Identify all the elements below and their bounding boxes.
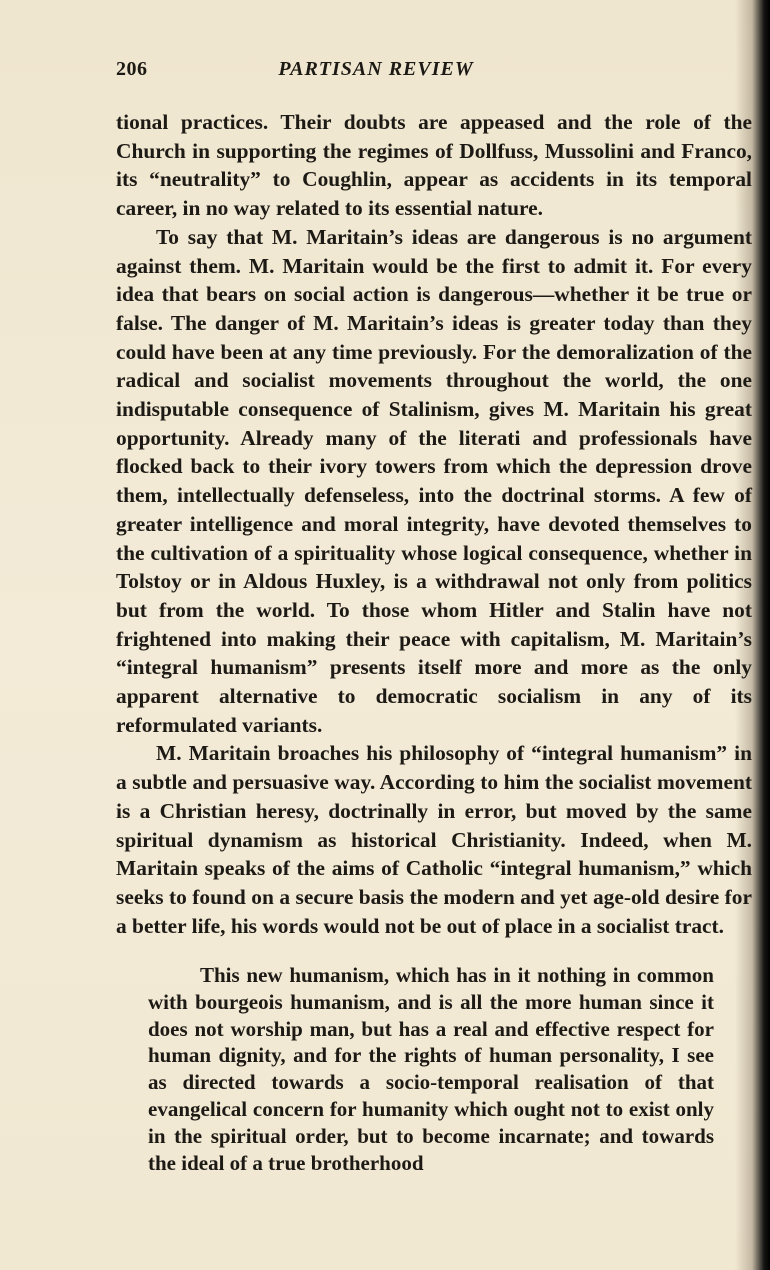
running-head [116, 58, 756, 86]
paragraph-continued: tional practices. Their doubts are appeased and the role of the Church in supporting the regimes of Dollfuss, Mussolini and Franco, its “neutrality” to Coughlin, appear as accidents in its temporal career, in no way related to its essential nature. [116, 110, 752, 221]
page-number: 206 [116, 58, 148, 80]
block-quote-text: This new humanism, which has in it nothing in common with bourgeois humanism, and is all the more human since it does not worship man, but has a real and effective respect for human dignity, and for the rights of human personality, I see as directed towards a socio-temporal realisation of that evangelical concern for humanity which ought not to exist only in the spiritual order, but to become incarnate; and towards the ideal of a true brotherhood [148, 963, 714, 1175]
block-quote [148, 962, 714, 1176]
body-text [116, 108, 752, 940]
journal-title: PARTISAN REVIEW [278, 58, 474, 80]
paragraph: To say that M. Maritain’s ideas are dangerous is no argument against them. M. Maritain would be the first to admit it. For every idea that bears on social action is dangerous—whether it be true or false. The danger of M. Maritain’s ideas is greater today than they could have been at any time previously. For the demoralization of the radical and socialist movements throughout the world, the one indisputable consequence of Stalinism, gives M. Maritain his great opportunity. Already many of the literati and professionals have flocked back to their ivory towers from which the depression drove them, intellectually defenseless, into the doctrinal storms. A few of greater intelligence and moral integrity, have devoted themselves to the cultivation of a spirituality whose logical consequence, whether in Tolstoy or in Aldous Huxley, is a withdrawal not only from politics but from the world. To those whom Hitler and Stalin have not frightened into making their peace with capitalism, M. Maritain’s “integral humanism” presents itself more and more as the only apparent alternative to democratic socialism in any of its reformulated variants. [116, 224, 752, 737]
paragraph: M. Maritain broaches his philosophy of “integral humanism” in a subtle and persuasive way. According to him the socialist movement is a Christian heresy, doctrinally in error, but moved by the same spiritual dynamism as historical Christianity. Indeed, when M. Maritain speaks of the aims of Catholic “integral humanism,” which seeks to found on a secure basis the modern and yet age-old desire for a better life, his words would not be out of place in a socialist tract. [116, 741, 752, 938]
